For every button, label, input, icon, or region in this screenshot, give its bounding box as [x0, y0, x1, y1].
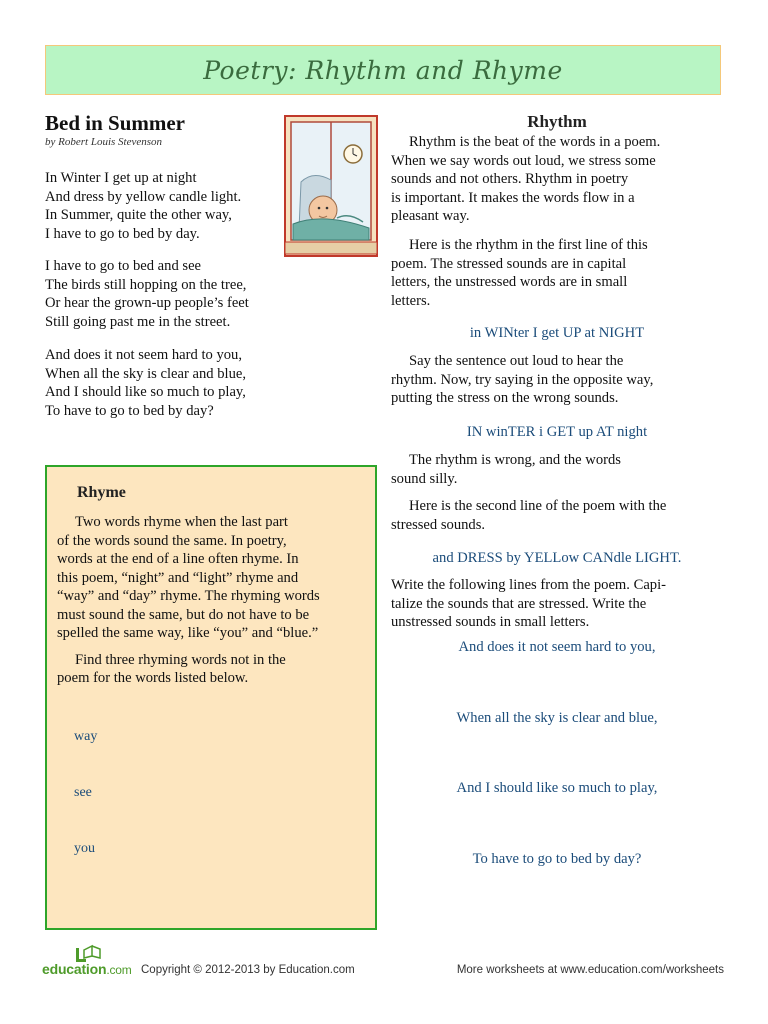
rhyme-line: spelled the same way, like “you” and “blue.” — [57, 625, 319, 641]
poem-stanza-2 — [45, 257, 249, 331]
copyright-text: Copyright © 2012-2013 by Education.com — [141, 964, 355, 976]
rhythm-example-3: and DRESS by YELLow CANdle LIGHT. — [432, 550, 682, 566]
poem-stanza-1 — [45, 169, 241, 243]
practice-line-3: And I should like so much to play, — [456, 780, 658, 796]
rhythm-line: When we say words out loud, we stress some — [391, 152, 656, 169]
poem-stanza-3 — [45, 346, 246, 420]
worksheet-title: Poetry: Rhythm and Rhyme — [203, 55, 563, 85]
rhyme-line: of the words sound the same. In poetry, — [57, 532, 287, 549]
rhyme-line: must sound the same, but do not have to be — [57, 606, 310, 623]
rhyme-line: Two words rhyme when the last part — [75, 514, 288, 530]
poem-title: Bed in Summer — [45, 111, 186, 135]
rhyme-line: poem for the words listed below. — [57, 670, 249, 686]
poem-line: I have to go to bed and see — [45, 258, 202, 274]
worksheet-banner — [45, 45, 721, 95]
rhythm-paragraph-5 — [391, 497, 666, 534]
rhyme-box — [45, 465, 377, 930]
rhythm-line: Say the sentence out loud to hear the — [409, 353, 624, 369]
rhyme-word-see: see — [74, 785, 92, 800]
rhythm-line: sound silly. — [391, 470, 458, 487]
rhythm-heading: Rhythm — [527, 112, 587, 131]
rhythm-example-2: IN winTER i GET up AT night — [466, 424, 648, 440]
rhythm-paragraph-6 — [391, 576, 666, 632]
rhyme-word-you: you — [74, 841, 95, 856]
poem-author: by Robert Louis Stevenson — [45, 136, 163, 148]
rhyme-heading: Rhyme — [77, 484, 126, 501]
poem-line: The birds still hopping on the tree, — [45, 276, 247, 293]
rhythm-paragraph-3 — [391, 352, 653, 408]
education-logo[interactable] — [42, 944, 134, 980]
rhyme-line: this poem, “night” and “light” rhyme and — [57, 569, 299, 586]
poem-line: Still going past me in the street. — [45, 313, 231, 330]
poem-line: I have to go to bed by day. — [45, 225, 200, 242]
rhythm-paragraph-2 — [391, 236, 648, 310]
rhythm-line: letters. — [391, 292, 431, 309]
rhythm-line: is important. It makes the words flow in a — [391, 189, 635, 206]
poem-line: And I should like so much to play, — [45, 384, 246, 400]
rhythm-line: Rhythm is the beat of the words in a poem. — [409, 134, 661, 150]
poem-line: In Summer, quite the other way, — [45, 207, 232, 223]
logo-main: education — [42, 961, 107, 977]
rhythm-line: unstressed sounds in small letters. — [391, 614, 590, 630]
rhythm-example-1: in WINter I get UP at NIGHT — [469, 325, 645, 341]
practice-line-2: When all the sky is clear and blue, — [456, 710, 658, 726]
rhythm-line: putting the stress on the wrong sounds. — [391, 390, 619, 406]
rhyme-line: “way” and “day” rhyme. The rhyming words — [57, 588, 320, 604]
rhyme-line: Find three rhyming words not in the — [75, 651, 286, 668]
rhythm-line: letters, the unstressed words are in small — [391, 274, 628, 290]
rhythm-line: talize the sounds that are stressed. Write the — [391, 595, 647, 612]
rhythm-line: The rhythm is wrong, and the words — [409, 452, 621, 468]
rhythm-line: stressed sounds. — [391, 516, 486, 533]
rhythm-line: Here is the second line of the poem with the — [409, 498, 667, 514]
practice-line-1: And does it not seem hard to you, — [458, 639, 656, 655]
more-worksheets-link[interactable]: More worksheets at www.education.com/worksheets — [456, 964, 724, 976]
logo-text — [42, 961, 132, 977]
poem-line: And does it not seem hard to you, — [45, 347, 242, 363]
rhythm-line: Write the following lines from the poem. Capi- — [391, 577, 667, 593]
rhyme-word-way: way — [74, 729, 98, 744]
logo-suffix: .com — [106, 963, 132, 977]
rhythm-paragraph-1 — [391, 133, 660, 226]
poem-line: To have to go to bed by day? — [45, 402, 214, 419]
rhythm-line: sounds and not others. Rhythm in poetry — [391, 171, 629, 187]
poem-line: Or hear the grown-up people’s feet — [45, 295, 249, 311]
child-at-window-illustration — [283, 112, 379, 262]
poem-line: In Winter I get up at night — [45, 170, 197, 186]
poem-line: When all the sky is clear and blue, — [45, 365, 246, 382]
rhythm-line: pleasant way. — [391, 208, 470, 224]
rhythm-line: poem. The stressed sounds are in capital — [391, 255, 627, 272]
rhyme-text — [57, 513, 375, 688]
rhythm-line: Here is the rhythm in the first line of this — [409, 237, 648, 253]
rhyme-line: words at the end of a line often rhyme. In — [57, 551, 299, 567]
practice-line-4: To have to go to bed by day? — [472, 851, 642, 867]
rhythm-paragraph-4 — [391, 451, 621, 488]
poem-line: And dress by yellow candle light. — [45, 188, 242, 205]
rhythm-line: rhythm. Now, try saying in the opposite way, — [391, 371, 654, 388]
